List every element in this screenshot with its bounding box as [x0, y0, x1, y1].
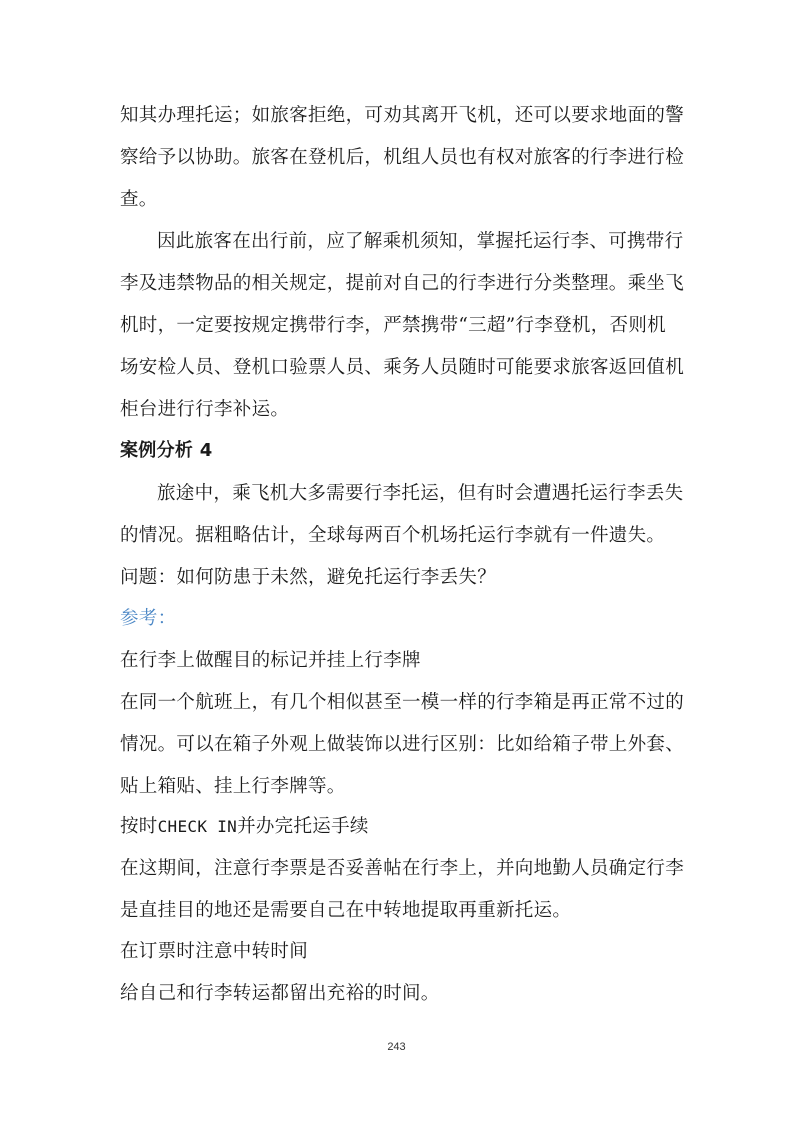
paragraph2-line1: 因此旅客在出行前，应了解乘机须知，掌握托运行李、可携带行: [157, 231, 684, 252]
paragraph2-line3: 机时，一定要按规定携带行李，严禁携带“三超”行李登机，否则机: [120, 315, 666, 336]
case-heading: 案例分析 4: [120, 440, 213, 461]
tip2-title-suffix: 并办完托运手续: [237, 816, 369, 837]
tip2-title: [120, 815, 680, 839]
tip1-line3: 贴上箱贴、挂上行李牌等。: [120, 776, 346, 797]
tip2-line1: 在这期间，注意行李票是否妥善帖在行李上，并向地勤人员确定行李: [120, 858, 685, 879]
paragraph1-line2: 察给予以协助。旅客在登机后，机组人员也有权对旅客的行李进行检: [120, 147, 685, 168]
tip1-line1: 在同一个航班上，有几个相似甚至一模一样的行李箱是再正常不过的: [120, 692, 685, 713]
case-text-line1: 旅途中，乘飞机大多需要行李托运，但有时会遭遇托运行李丢失: [157, 483, 684, 504]
paragraph2-line4: 场安检人员、登机口验票人员、乘务人员随时可能要求旅客返回值机: [120, 357, 685, 378]
question: 问题：如何防患于未然，避免托运行李丢失？: [120, 567, 497, 588]
page-number: 243: [387, 1041, 406, 1053]
paragraph2-line5: 柜台进行行李补运。: [120, 399, 290, 420]
paragraph2-line2: 李及违禁物品的相关规定，提前对自己的行李进行分类整理。乘坐飞: [120, 273, 685, 294]
tip2-title-prefix: 按时: [120, 816, 158, 837]
tip3-line1: 给自己和行李转运都留出充裕的时间。: [120, 983, 440, 1004]
tip2-title-checkin: CHECK IN: [157, 817, 238, 836]
paragraph1-line1: 知其办理托运；如旅客拒绝，可劝其离开飞机，还可以要求地面的警: [120, 105, 685, 126]
tip3-title: 在订票时注意中转时间: [120, 941, 309, 962]
tip1-line2: 情况。可以在箱子外观上做装饰以进行区别：比如给箱子带上外套、: [120, 734, 685, 755]
tip2-line2: 是直挂目的地还是需要自己在中转地提取再重新托运。: [120, 900, 572, 921]
paragraph1-line3: 查。: [120, 189, 158, 210]
reference-label: 参考：: [120, 608, 177, 629]
tip1-title: 在行李上做醒目的标记并挂上行李牌: [120, 650, 421, 671]
case-text-line2: 的情况。据粗略估计，全球每两百个机场托运行李就有一件遗失。: [120, 525, 666, 546]
